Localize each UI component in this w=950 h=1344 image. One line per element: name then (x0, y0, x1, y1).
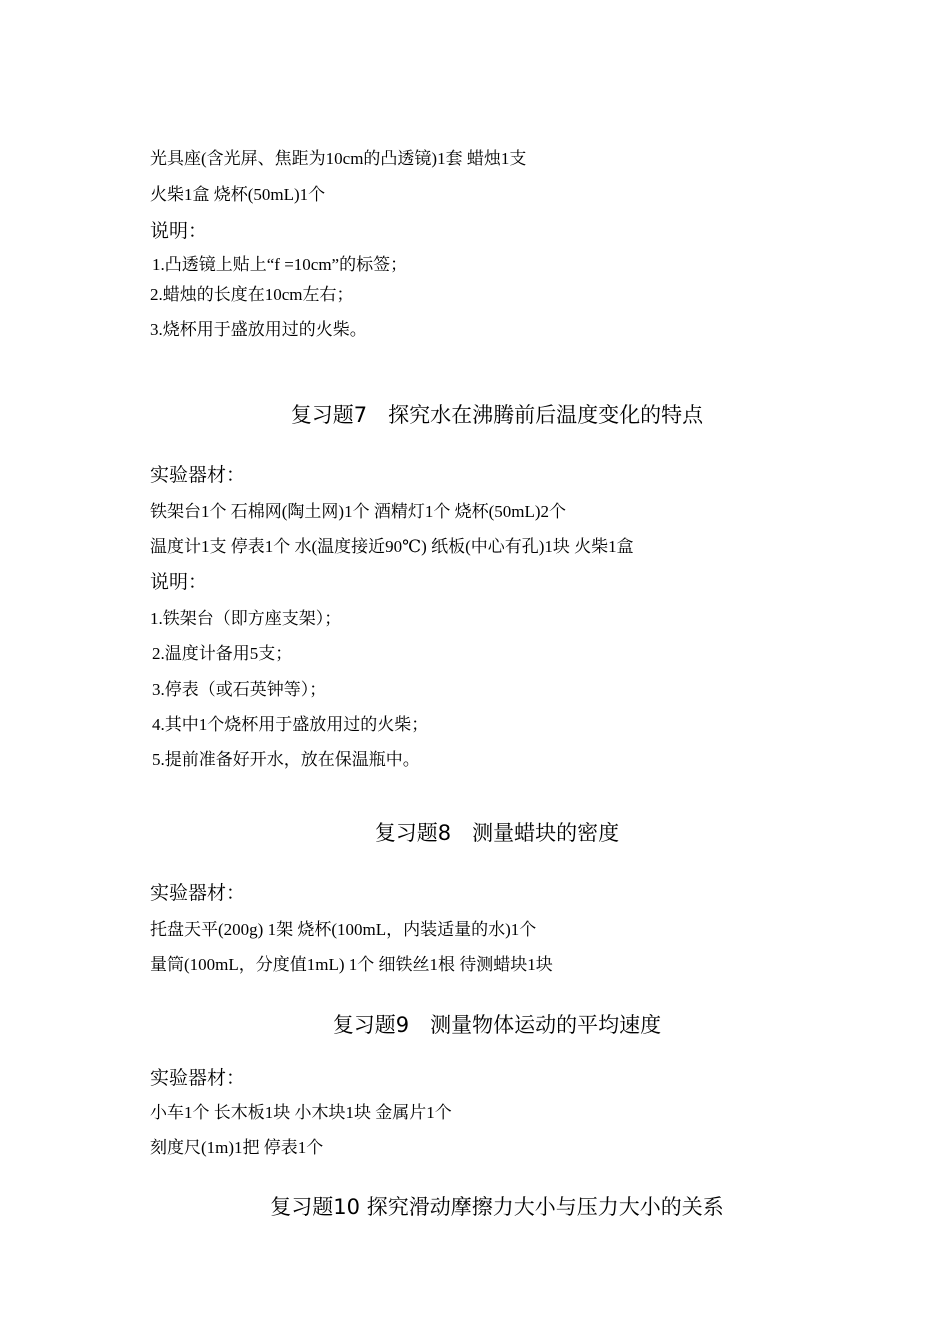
intro-materials-line-2: 火柴1盒 烧杯(50mL)1个 (150, 185, 326, 204)
q8-materials-line-2: 量筒(100mL，分度值1mL) 1个 细铁丝1根 待测蜡块1块 (150, 955, 553, 974)
q8-title: 复习题8 测量蜡块的密度 (374, 821, 620, 845)
q7-note-2: 2.温度计备用5支； (152, 644, 293, 663)
q9-materials-label: 实验器材： (150, 1067, 246, 1089)
q8-materials-line-1: 托盘天平(200g) 1架 烧杯(100mL，内装适量的水)1个 (150, 920, 537, 939)
intro-notes-label: 说明： (150, 220, 208, 242)
q7-materials-line-2: 温度计1支 停表1个 水(温度接近90℃) 纸板(中心有孔)1块 火柴1盒 (150, 537, 634, 556)
intro-note-1: 1.凸透镜上贴上“f =10cm”的标签； (152, 255, 408, 274)
q7-note-5: 5.提前准备好开水，放在保温瓶中。 (152, 750, 420, 769)
q8-materials-label: 实验器材： (150, 882, 246, 904)
q7-materials-label: 实验器材： (150, 464, 246, 486)
q9-materials-line-1: 小车1个 长木板1块 小木块1块 金属片1个 (150, 1103, 452, 1122)
q7-note-3: 3.停表（或石英钟等）； (152, 680, 327, 699)
intro-note-2: 2.蜡烛的长度在10cm左右； (150, 285, 354, 304)
intro-materials-line-1: 光具座(含光屏、焦距为10cm的凸透镜)1套 蜡烛1支 (150, 149, 527, 168)
q9-title: 复习题9 测量物体运动的平均速度 (332, 1013, 662, 1037)
q7-title: 复习题7 探究水在沸腾前后温度变化的特点 (290, 403, 704, 427)
q7-notes-label: 说明： (150, 571, 208, 593)
q10-title: 复习题10 探究滑动摩擦力大小与压力大小的关系 (270, 1195, 724, 1219)
q7-note-1: 1.铁架台（即方座支架）； (150, 609, 342, 628)
q9-materials-line-2: 刻度尺(1m)1把 停表1个 (150, 1138, 324, 1157)
q7-note-4: 4.其中1个烧杯用于盛放用过的火柴； (152, 715, 429, 734)
q7-materials-line-1: 铁架台1个 石棉网(陶土网)1个 酒精灯1个 烧杯(50mL)2个 (150, 502, 567, 521)
intro-note-3: 3.烧杯用于盛放用过的火柴。 (150, 320, 367, 339)
